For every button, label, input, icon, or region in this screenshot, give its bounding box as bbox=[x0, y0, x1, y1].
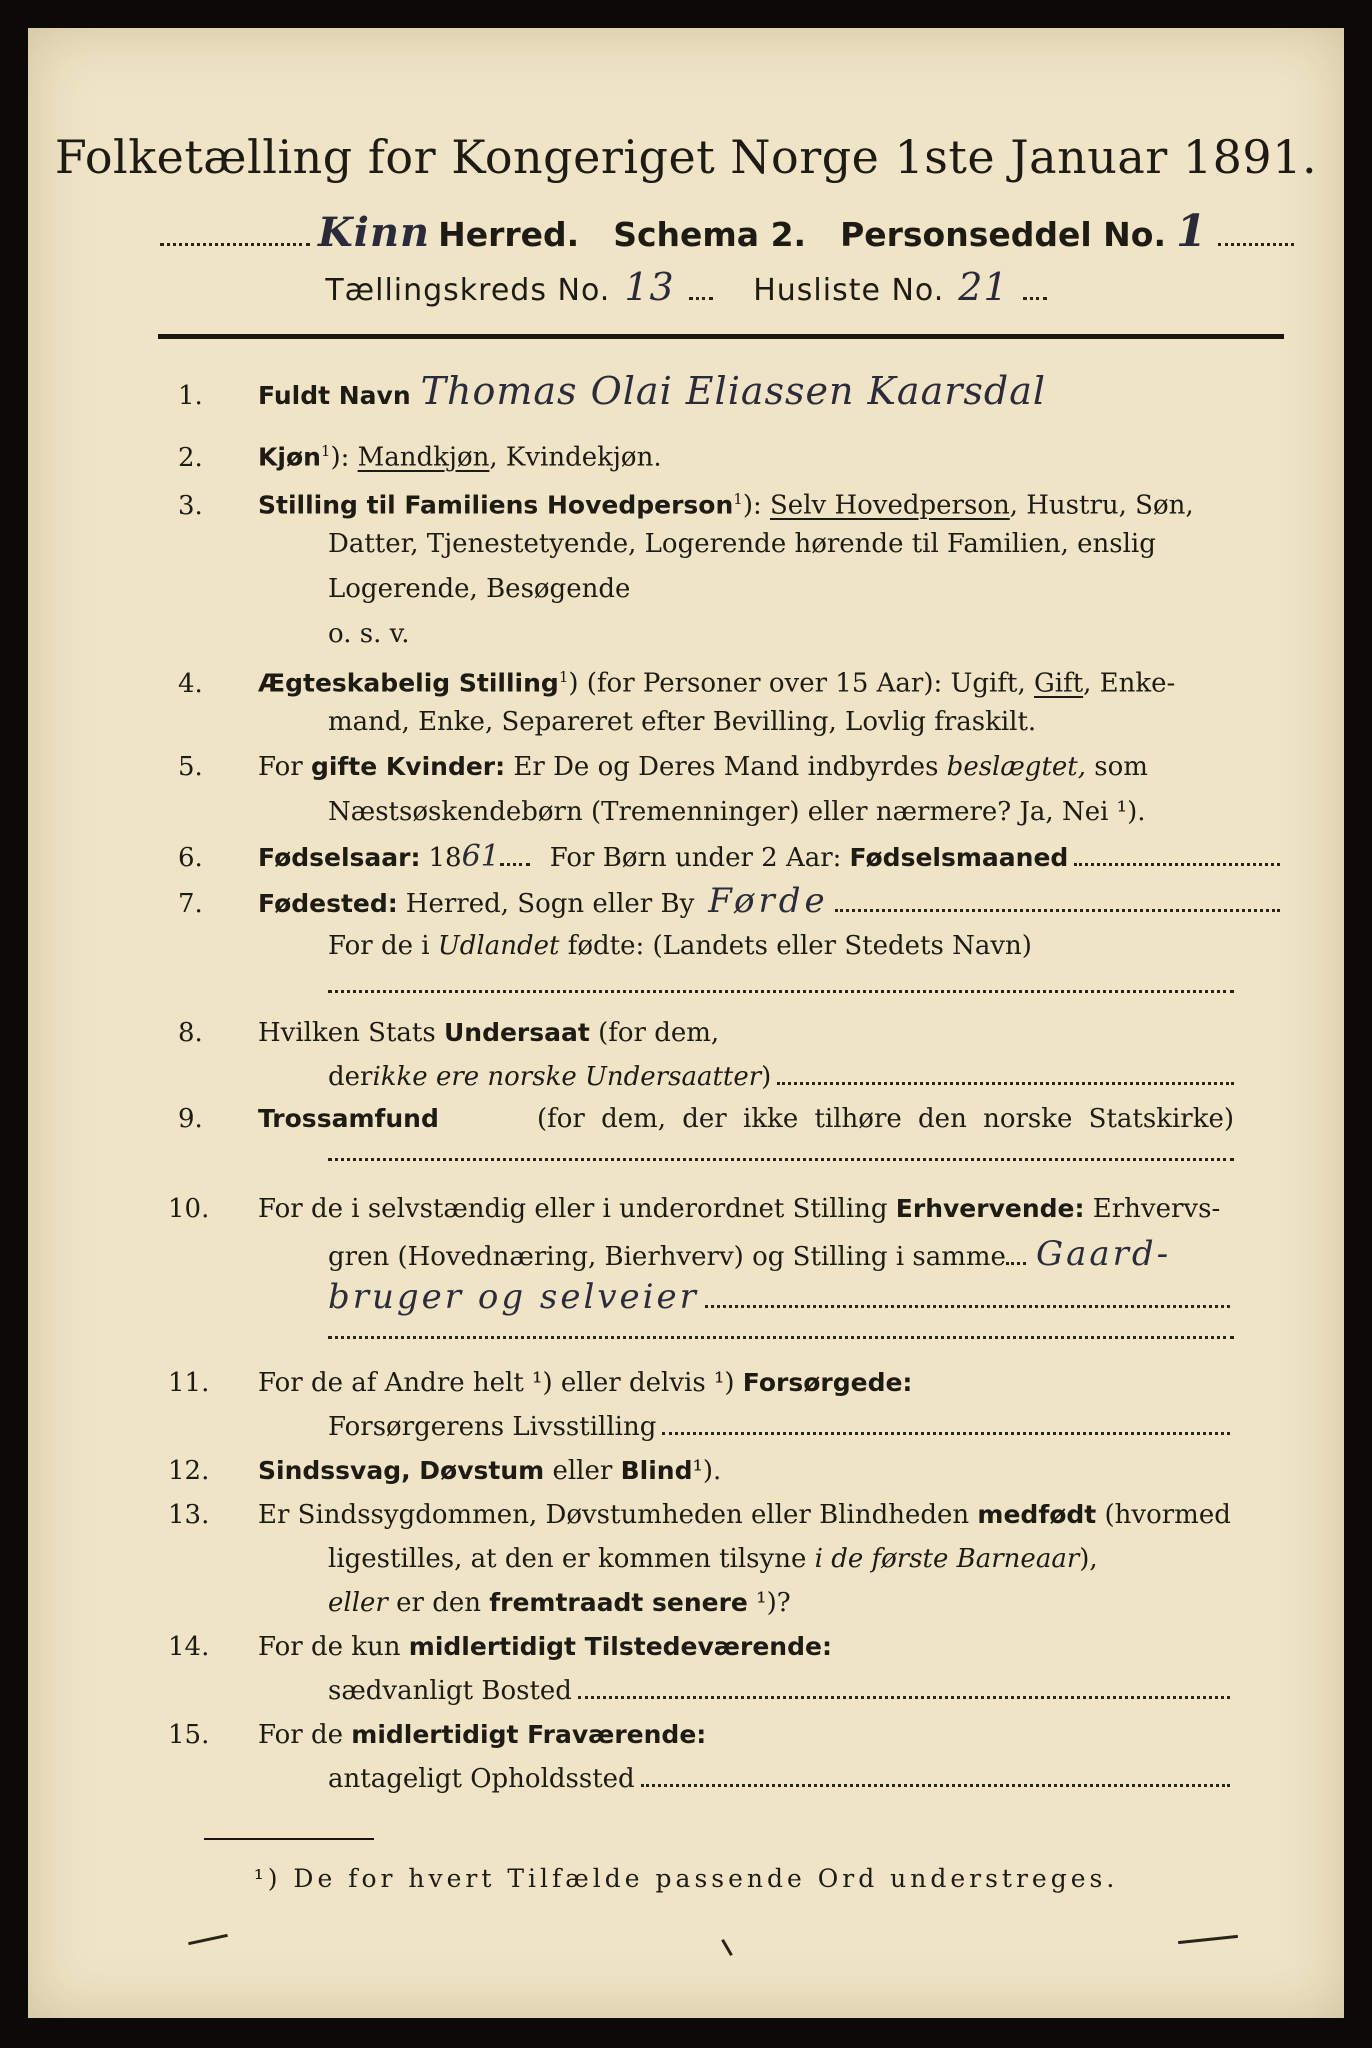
text: (for dem, bbox=[589, 1018, 720, 1048]
header-rule bbox=[158, 334, 1284, 339]
birthplace-label: Fødested: bbox=[258, 889, 398, 918]
text: For de af Andre helt ¹) eller delvis ¹) bbox=[258, 1368, 743, 1398]
item-number: 12. bbox=[168, 1456, 210, 1486]
footnote-ref: 1 bbox=[733, 490, 743, 508]
option-self-head: Selv Hovedperson bbox=[770, 490, 1010, 521]
item-number: 7. bbox=[178, 889, 203, 919]
item-6 bbox=[178, 836, 1284, 879]
item-number: 3. bbox=[178, 490, 203, 521]
item-number: 5. bbox=[178, 752, 203, 782]
dotted-leader bbox=[835, 909, 1280, 912]
item-10-line-3 bbox=[328, 1276, 1234, 1318]
dotted-leader bbox=[578, 1696, 1230, 1699]
husliste-label: Husliste No. bbox=[753, 273, 945, 308]
herred-label: Herred. bbox=[438, 215, 580, 254]
husliste-value: 21 bbox=[958, 265, 1009, 309]
text: antageligt Opholdssted bbox=[328, 1764, 635, 1794]
congenital-label: medfødt bbox=[977, 1500, 1097, 1529]
full-name-value: Thomas Olai Eliassen Kaarsdal bbox=[420, 369, 1047, 413]
option-rest: , Hustru, Søn, bbox=[1009, 490, 1194, 521]
item-11 bbox=[168, 1362, 1284, 1404]
rest-text: som bbox=[1086, 752, 1148, 782]
text: Forsørgerens Livsstilling bbox=[328, 1412, 657, 1442]
separator: ): bbox=[742, 490, 762, 521]
answer-line bbox=[328, 990, 1234, 993]
dotted-leader bbox=[160, 235, 310, 246]
text: sædvanligt Bosted bbox=[328, 1676, 572, 1706]
item-8-line-2 bbox=[328, 1056, 1284, 1098]
kreds-line bbox=[28, 265, 1344, 309]
question-text: Er De og Deres Mand indbyrdes bbox=[505, 752, 947, 782]
text: For de i bbox=[328, 931, 438, 961]
personseddel-label: Personseddel No. bbox=[840, 215, 1166, 254]
text: Hvilken Stats bbox=[258, 1018, 444, 1048]
item-13-line-3 bbox=[328, 1582, 1284, 1624]
birthplace-text: Herred, Sogn eller By bbox=[405, 889, 695, 919]
item-1 bbox=[178, 370, 1284, 417]
dotted-leader bbox=[705, 1305, 1230, 1308]
item-9 bbox=[178, 1098, 1234, 1140]
item-4-line-2: mand, Enke, Separeret efter Bevilling, Lovlig fraskilt. bbox=[328, 707, 1037, 737]
pre-text: For bbox=[258, 752, 311, 782]
item-7 bbox=[178, 880, 1284, 925]
item-3 bbox=[178, 478, 1284, 527]
item-7-line-2 bbox=[328, 925, 1284, 967]
temporary-absent-label: midlertidigt Fraværende: bbox=[351, 1720, 707, 1749]
item-14 bbox=[168, 1626, 1284, 1668]
later-label: fremtraadt senere bbox=[489, 1588, 748, 1617]
item-14-line-2 bbox=[328, 1670, 1234, 1712]
text: Erhvervs- bbox=[1084, 1194, 1221, 1224]
item-number: 6. bbox=[178, 843, 203, 873]
sex-label: Kjøn bbox=[258, 442, 321, 472]
kreds-value: 13 bbox=[624, 265, 675, 309]
item-8 bbox=[178, 1012, 1284, 1054]
ink-mark bbox=[188, 1934, 228, 1945]
occupation-label: Erhvervende: bbox=[895, 1194, 1085, 1223]
schema-label: Schema 2. bbox=[613, 215, 807, 254]
family-position-label: Stilling til Familiens Hovedperson bbox=[258, 490, 734, 520]
item-15-line-2 bbox=[328, 1758, 1234, 1800]
religion-label: Trossamfund bbox=[258, 1104, 439, 1133]
footnote-ref: 1 bbox=[320, 442, 331, 460]
item-3-line-4: o. s. v. bbox=[328, 619, 410, 649]
option-rest: , Enke- bbox=[1083, 668, 1176, 699]
text: For de i selvstændig eller i underordnet Stilling bbox=[258, 1194, 896, 1224]
occupation-value-1: Gaard- bbox=[1035, 1234, 1172, 1274]
item-5 bbox=[178, 746, 1284, 788]
dotted-leader bbox=[1074, 863, 1280, 866]
marital-status-label: Ægteskabelig Stilling bbox=[258, 668, 559, 698]
item-number: 9. bbox=[178, 1104, 203, 1134]
census-form bbox=[28, 28, 1344, 2018]
answer-line bbox=[328, 1158, 1234, 1161]
occupation-value-2: bruger og selveier bbox=[328, 1277, 699, 1317]
supported-label: Forsørgede: bbox=[742, 1368, 913, 1397]
religion-text: (for dem, der ikke tilhøre den norske Statskirke) bbox=[536, 1104, 1234, 1134]
text: der bbox=[328, 1062, 373, 1092]
form-title: Folketælling for Kongeriget Norge 1ste Januar 1891. bbox=[54, 130, 1318, 184]
text: For de bbox=[258, 1720, 352, 1750]
blind-label: Blind bbox=[620, 1456, 693, 1485]
text: ¹). bbox=[692, 1456, 722, 1486]
text: (hvormed bbox=[1096, 1500, 1231, 1530]
item-13 bbox=[168, 1494, 1284, 1536]
herred-value: Kinn bbox=[318, 209, 431, 256]
text: ), bbox=[1079, 1544, 1098, 1574]
related-text: beslægtet, bbox=[946, 752, 1086, 782]
full-name-label: Fuldt Navn bbox=[258, 381, 411, 410]
birthplace-value: Førde bbox=[708, 881, 829, 921]
footnote: ¹) De for hvert Tilfælde passende Ord understreges. bbox=[253, 1864, 1119, 1893]
item-2 bbox=[178, 430, 1284, 479]
footnote-ref: 1 bbox=[558, 668, 569, 686]
childhood-text: i de første Barneaar bbox=[814, 1544, 1080, 1574]
disability-label: Sindssvag, Døvstum bbox=[258, 1456, 545, 1485]
text: er den bbox=[387, 1588, 490, 1618]
item-10-line-2 bbox=[328, 1233, 1284, 1278]
item-number: 8. bbox=[178, 1018, 203, 1048]
abroad-text: Udlandet bbox=[437, 931, 560, 961]
dotted-leader bbox=[777, 1082, 1234, 1085]
option-rest: , Kvindekjøn. bbox=[489, 442, 662, 473]
item-number: 2. bbox=[178, 442, 203, 473]
item-number: 1. bbox=[178, 381, 203, 411]
answer-line bbox=[328, 1336, 1234, 1339]
married-women-label: gifte Kvinder: bbox=[310, 752, 506, 781]
dotted-leader bbox=[662, 1432, 1230, 1435]
personseddel-value: 1 bbox=[1176, 206, 1208, 257]
item-5-line-2: Næstsøskendebørn (Tremenninger) eller nærmere? Ja, Nei ¹). bbox=[328, 797, 1146, 827]
dotted-leader bbox=[1023, 289, 1047, 300]
herred-line bbox=[160, 206, 1294, 257]
citizenship-label: Undersaat bbox=[443, 1018, 590, 1047]
item-15 bbox=[168, 1714, 1284, 1756]
item-12 bbox=[168, 1450, 1284, 1492]
text: Er Sindssygdommen, Døvstumheden eller Blindheden bbox=[258, 1500, 978, 1530]
dotted-leader bbox=[1006, 1254, 1026, 1265]
item-13-line-2 bbox=[328, 1538, 1284, 1580]
option-male: Mandkjøn bbox=[357, 442, 490, 473]
item-number: 14. bbox=[168, 1632, 210, 1662]
birth-month-label: Fødselsmaaned bbox=[849, 843, 1069, 872]
text: ligestilles, at den er kommen tilsyne bbox=[328, 1544, 815, 1574]
dotted-leader bbox=[1218, 235, 1294, 246]
birth-year-label: Fødselsaar: bbox=[258, 843, 421, 872]
footnote-rule bbox=[204, 1838, 374, 1840]
kreds-label: Tællingskreds No. bbox=[325, 273, 611, 308]
option-married: Gift bbox=[1033, 668, 1084, 699]
dotted-leader bbox=[500, 855, 530, 866]
item-number: 13. bbox=[168, 1500, 210, 1530]
temporary-present-label: midlertidigt Tilstedeværende: bbox=[408, 1632, 832, 1661]
dotted-leader bbox=[689, 289, 713, 300]
dotted-leader bbox=[641, 1784, 1230, 1787]
text: eller bbox=[544, 1456, 621, 1486]
or-text: eller bbox=[328, 1588, 388, 1618]
item-number: 11. bbox=[168, 1368, 210, 1398]
text: ) bbox=[761, 1062, 772, 1092]
item-3-line-3: Logerende, Besøgende bbox=[328, 574, 631, 604]
text: fødte: (Landets eller Stedets Navn) bbox=[559, 931, 1032, 961]
birth-year-value: 61 bbox=[461, 839, 500, 874]
item-10 bbox=[168, 1188, 1284, 1230]
ink-mark bbox=[1178, 1935, 1238, 1944]
text: For de kun bbox=[258, 1632, 409, 1662]
text: gren (Hovednæring, Bierhverv) og Stilling i samme bbox=[328, 1242, 1006, 1272]
item-3-line-2 bbox=[328, 523, 1204, 565]
marital-text: ) (for Personer over 15 Aar): Ugift, bbox=[568, 668, 1026, 699]
ink-mark bbox=[721, 1939, 733, 1956]
infants-text: For Børn under 2 Aar: bbox=[549, 843, 842, 873]
item-number: 15. bbox=[168, 1720, 210, 1750]
non-citizens-text: ikke ere norske Undersaatter bbox=[372, 1062, 762, 1092]
item-11-line-2 bbox=[328, 1406, 1234, 1448]
text: ¹)? bbox=[747, 1588, 791, 1618]
item-4 bbox=[178, 656, 1284, 705]
option-list: Datter, Tjenestetyende, Logerende hørende til Familien, enslig bbox=[328, 529, 1156, 559]
item-number: 10. bbox=[168, 1194, 210, 1224]
item-number: 4. bbox=[178, 668, 203, 699]
birth-year-prefix: 18 bbox=[428, 843, 462, 873]
separator: ): bbox=[330, 442, 350, 473]
